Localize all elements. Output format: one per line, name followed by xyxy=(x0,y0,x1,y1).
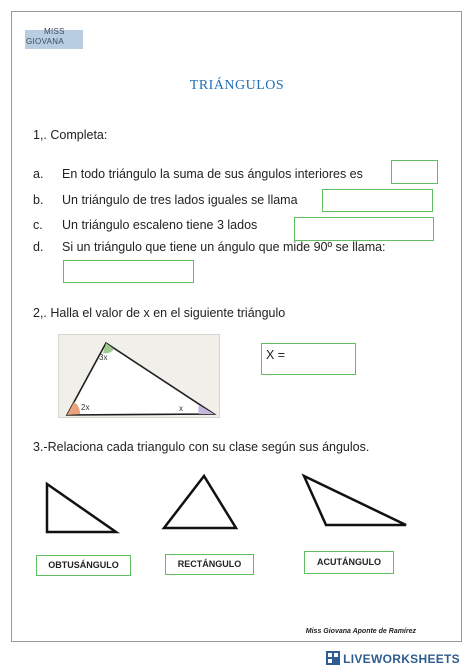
q1-item-a-letter: a. xyxy=(33,167,44,181)
label-obtusangulo[interactable]: OBTUSÁNGULO xyxy=(36,555,131,576)
label-rectangulo[interactable]: RECTÁNGULO xyxy=(165,554,254,575)
x-equals-label: X = xyxy=(266,348,286,362)
triangle-acute xyxy=(160,472,240,532)
q1-item-c-text: Un triángulo escaleno tiene 3 lados xyxy=(62,218,258,232)
q1-item-d-letter: d. xyxy=(33,240,44,254)
answer-field-c[interactable] xyxy=(294,217,434,241)
triangle-obtuse xyxy=(298,470,410,530)
q1-item-b-text: Un triángulo de tres lados iguales se llama xyxy=(62,193,298,207)
angle-label-top: 3x xyxy=(99,353,108,362)
q1-item-b-letter: b. xyxy=(33,193,44,207)
right-angle-mark xyxy=(198,405,214,414)
q1-item-c-letter: c. xyxy=(33,218,43,232)
q1-item-a-text: En todo triángulo la suma de sus ángulos interiores es xyxy=(62,167,363,181)
q1-item-d-text: Si un triángulo que tiene un ángulo que mide 90º se llama: xyxy=(62,240,386,254)
triangle-diagram xyxy=(59,335,221,419)
answer-field-a[interactable] xyxy=(391,160,438,184)
angle-label-left: 2x xyxy=(81,403,90,412)
logo xyxy=(26,27,65,47)
answer-field-b[interactable] xyxy=(322,189,433,212)
triangle-figure xyxy=(58,334,220,418)
logo-line2: GIOVANA xyxy=(26,37,64,46)
page-border xyxy=(11,11,462,642)
author-credit: Miss Giovana Aponte de Ramírez xyxy=(305,628,416,635)
liveworksheets-logo-icon xyxy=(326,651,340,665)
label-acutangulo[interactable]: ACUTÁNGULO xyxy=(304,551,394,574)
q1-heading: 1,. Completa: xyxy=(33,128,108,142)
brand-text: LIVEWORKSHEETS xyxy=(343,652,460,666)
q2-heading: 2,. Halla el valor de x en el siguiente triángulo xyxy=(33,306,286,320)
liveworksheets-brand xyxy=(326,651,460,666)
logo-line1: MISS xyxy=(44,27,65,36)
answer-field-d[interactable] xyxy=(63,260,194,283)
page-title: TRIÁNGULOS xyxy=(189,78,285,93)
q3-heading: 3.-Relaciona cada triangulo con su clase según sus ángulos. xyxy=(33,440,370,454)
angle-label-right: x xyxy=(179,404,183,413)
triangle-right xyxy=(40,478,120,536)
